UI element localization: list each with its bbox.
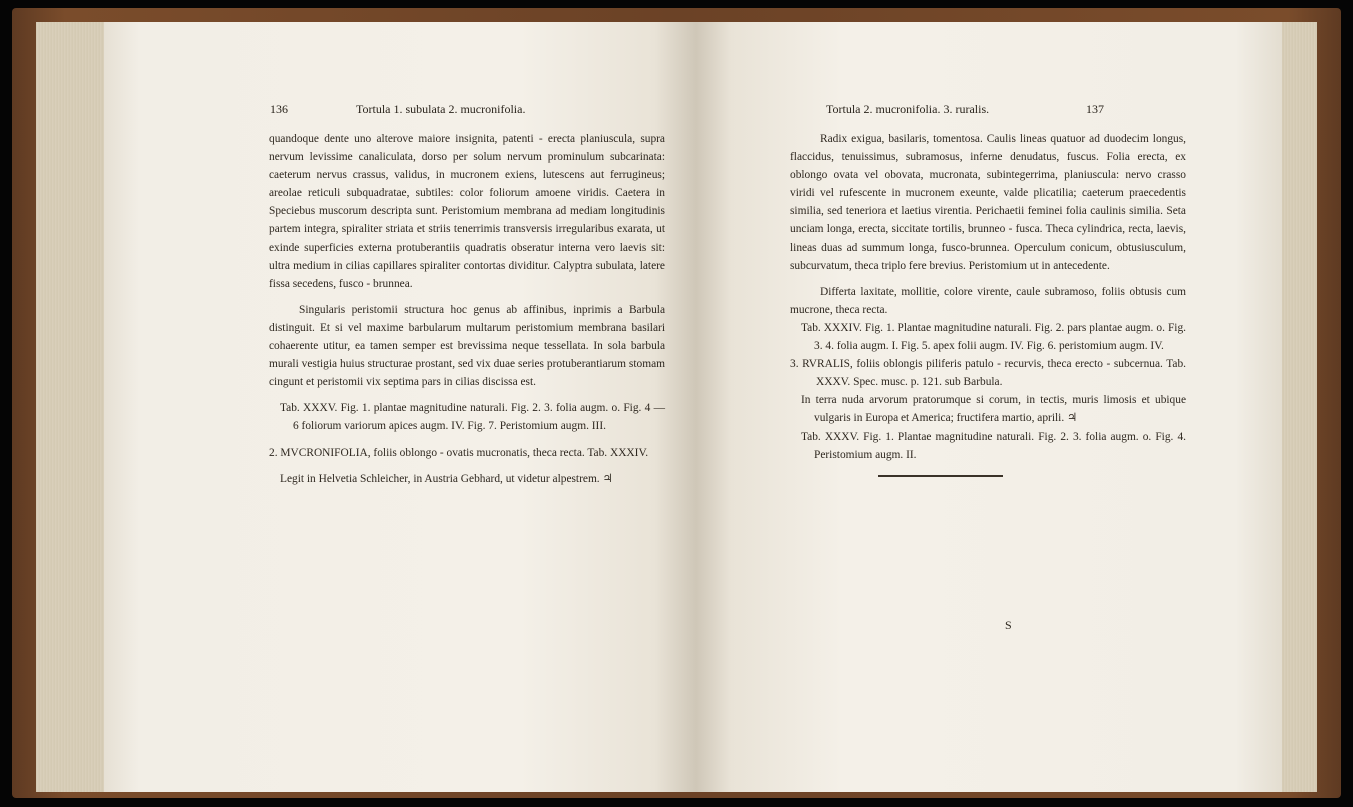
left-paragraph-2: Singularis peristomii structura hoc genus ab affinibus, inprimis a Barbula distinguit. Et si vel maxime barbularum multarum peristomium membrana basilari cohaerente utitur, ea tamen semper est brevissima neque tessellata. In sola barbula murali vestigia huius structurae prostant, sed vix duae series protuberantiarum stomam cingunt et peristomii vix septima pars in cilias discissa est. <box>269 303 665 389</box>
right-page-number: 137 <box>1086 102 1104 116</box>
left-paragraph-5: Legit in Helvetia Schleicher, in Austria Gebhard, ut videtur alpestrem. ♃ <box>280 472 613 485</box>
left-paragraph-4: 2. MVCRONIFOLIA, foliis oblongo - ovatis mucronatis, theca recta. Tab. XXXIV. <box>269 446 649 459</box>
right-paragraph-2: Differta laxitate, mollitie, colore virente, caule subramoso, foliis obtusis cum mucrone, theca recta. <box>790 285 1186 316</box>
right-paragraph-6: Tab. XXXV. Fig. 1. Plantae magnitudine naturali. Fig. 2. 3. folia augm. o. Fig. 4. Peristomium augm. II. <box>801 430 1186 461</box>
signature-mark: S <box>1005 618 1012 632</box>
right-paragraph-4: 3. RVRALIS, foliis oblongis piliferis patulo - recurvis, theca erecto - subcernua. Tab. XXXV. Spec. musc. p. 121. sub Barbula. <box>790 358 1186 389</box>
end-rule <box>878 475 1003 477</box>
right-paragraph-5: In terra nuda arvorum pratorumque si corum, in tectis, muris limosis et ubique vulgaris in Europa et America; fructifera martio, aprili. ♃ <box>801 394 1186 425</box>
right-body-text <box>790 130 1186 464</box>
right-page <box>696 22 1282 792</box>
right-paragraph-3: Tab. XXXIV. Fig. 1. Plantae magnitudine naturali. Fig. 2. pars plantae augm. o. Fig. 3. 4. folia augm. I. Fig. 5. apex folii augm. IV. Fig. 6. peristomium augm. IV. <box>801 321 1186 353</box>
open-book <box>12 8 1341 798</box>
left-paragraph-1: quandoque dente uno alterove maiore insignita, patenti - erecta planiuscula, supra nervum levissime canaliculata, dorso per solum nervum prominulum subcarinata: caeterum nervus crassus, validus, in mucronem exiens, lutescens aut ferrugineus; areolae reticuli subquadratae, subtiles: color foliorum amoene viridis. Caetera in Speciebus muscorum descripta sunt. Peristomium membrana ad mediam longitudinis partem integra, spiraliter striata et striis tenerrimis transversis irregularibus exarata, ut exinde superficies externa protuberantiis quadratis obseratur interna vero laevis sit: ultra medium in cilias capillares spiraliter contortas dividitur. Calyptra subulata, latere fissa secedens, fusco - brunnea. <box>269 133 665 290</box>
right-paragraph-1: Radix exigua, basilaris, tomentosa. Caulis lineas quatuor ad duodecim longus, flaccidus, tenuissimus, subramosus, inferne denudatus, fuscus. Folia erecta, ex oblongo ovata vel obovata, mucronata, subintegerrima, planiuscula: nervo crasso viridi vel rufescente in mucronem exeunte, valde plicatilia; caeterum praecedentis similia, sed teneriora et laetius virentia. Perichaetii feminei folia caulinis similia. Seta unciam longa, erecta, siccitate tortilis, brunneo - fusca. Theca cylindrica, recta, laevis, lineas duas ad summum longa, fusco-brunnea. Operculum conicum, obtusiusculum, subcurvatum, theca triplo fere brevius. Peristomium ut in antecedente. <box>790 133 1186 272</box>
left-running-title: Tortula 1. subulata 2. mucronifolia. <box>356 102 526 116</box>
left-page <box>104 22 696 792</box>
page-edges-left <box>36 22 106 792</box>
left-page-number: 136 <box>270 102 288 116</box>
left-paragraph-3: Tab. XXXV. Fig. 1. plantae magnitudine naturali. Fig. 2. 3. folia augm. o. Fig. 4 — 6 foliorum variorum apices augm. IV. Fig. 7. Peristomium augm. III. <box>280 402 665 433</box>
right-running-title: Tortula 2. mucronifolia. 3. ruralis. <box>826 102 990 116</box>
left-body-text <box>269 130 665 488</box>
